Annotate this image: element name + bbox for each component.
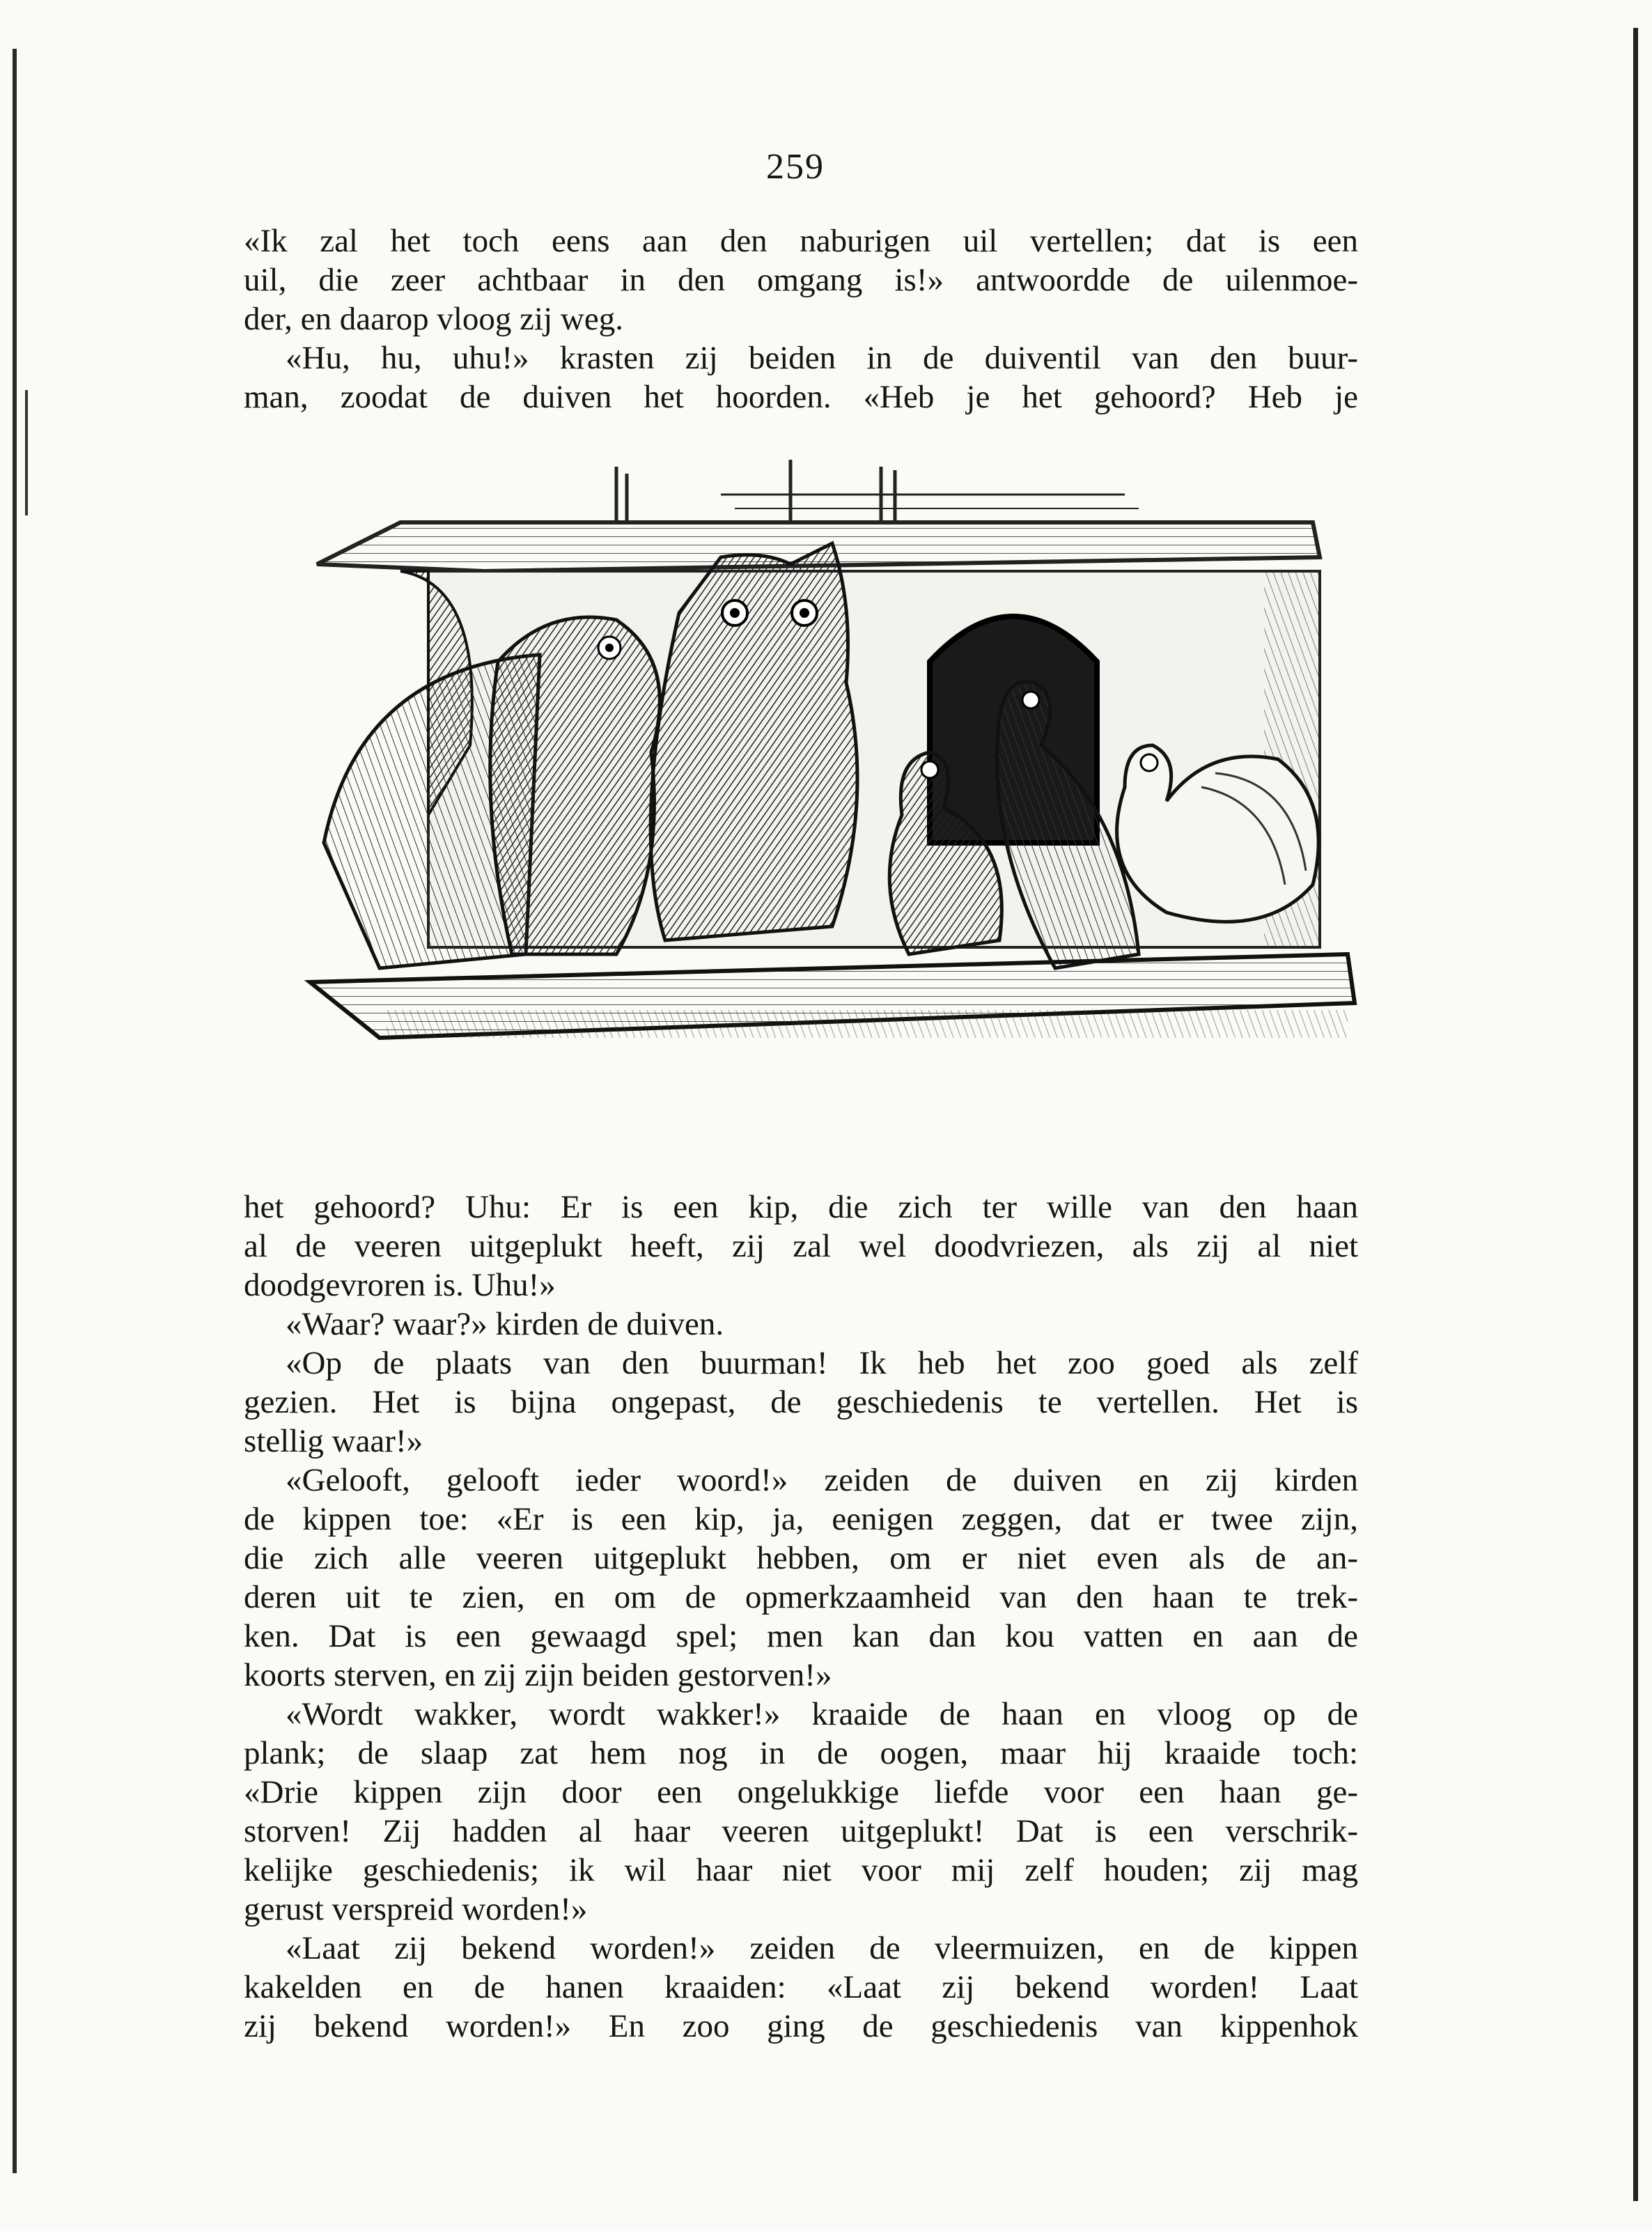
top-text-line: uil, die zeer achtbaar in den omgang is!» antwoordde de uilenmoe- bbox=[244, 262, 1358, 298]
bottom-text-line: kakelden en de hanen kraaiden: «Laat zij bekend worden! Laat bbox=[244, 1969, 1358, 2005]
bottom-text-line: het gehoord? Uhu: Er is een kip, die zich ter wille van den haan bbox=[244, 1189, 1358, 1225]
dovecote-illustration bbox=[303, 453, 1369, 1149]
bottom-text-line: ken. Dat is een gewaagd spel; men kan dan kou vatten en aan de bbox=[244, 1618, 1358, 1654]
bottom-text-line: doodgevroren is. Uhu!» bbox=[244, 1267, 556, 1303]
bottom-text-line: «Drie kippen zijn door een ongelukkige liefde voor een haan ge- bbox=[244, 1774, 1358, 1810]
owl-wing-open bbox=[324, 617, 660, 968]
scan-edge-right bbox=[1633, 28, 1638, 2201]
top-text-line: der, en daarop vloog zij weg. bbox=[244, 301, 623, 337]
bottom-text-line: al de veeren uitgeplukt heeft, zij zal wel doodvriezen, als zij al niet bbox=[244, 1228, 1358, 1264]
bottom-text-line: kelijke geschiedenis; ik wil haar niet voor mij zelf houden; zij mag bbox=[244, 1852, 1358, 1888]
bottom-text-line: deren uit te zien, en om de opmerkzaamheid van den haan te trek- bbox=[244, 1579, 1358, 1615]
bottom-text-line: plank; de slaap zat hem nog in de oogen, maar hij kraaide toch: bbox=[244, 1735, 1358, 1771]
bottom-text-line: «Wordt wakker, wordt wakker!» kraaide de haan en vloog op de bbox=[286, 1696, 1358, 1732]
text-block-bottom bbox=[244, 1188, 1358, 2046]
pigeon-white bbox=[1117, 745, 1319, 922]
top-text-line: «Ik zal het toch eens aan den naburigen uil vertellen; dat is een bbox=[244, 223, 1358, 259]
scan-edge-mark bbox=[25, 390, 28, 515]
bottom-text-line: zij bekend worden!» En zoo ging de geschiedenis van kippenhok bbox=[244, 2008, 1358, 2044]
top-text-line: «Hu, hu, uhu!» krasten zij beiden in de duiventil van den buur- bbox=[286, 340, 1358, 376]
bottom-text-line: gerust verspreid worden!» bbox=[244, 1891, 588, 1927]
bottom-text-line: «Op de plaats van den buurman! Ik heb het zoo goed als zelf bbox=[286, 1345, 1358, 1381]
text-block-top bbox=[244, 221, 1358, 417]
page-number: 259 bbox=[766, 147, 825, 187]
bottom-text-line: gezien. Het is bijna ongepast, de geschiedenis te vertellen. Het is bbox=[244, 1384, 1358, 1420]
scan-edge-left bbox=[13, 49, 17, 2173]
bottom-text-line: «Waar? waar?» kirden de duiven. bbox=[286, 1306, 724, 1342]
bottom-text-line: storven! Zij hadden al haar veeren uitgeplukt! Dat is een verschrik- bbox=[244, 1813, 1358, 1849]
bottom-text-line: die zich alle veeren uitgeplukt hebben, om er niet even als de an- bbox=[244, 1540, 1358, 1576]
bottom-text-line: «Gelooft, gelooft ieder woord!» zeiden de duiven en zij kirden bbox=[286, 1462, 1358, 1498]
bottom-text-line: «Laat zij bekend worden!» zeiden de vleermuizen, en de kippen bbox=[286, 1930, 1358, 1966]
bottom-text-line: stellig waar!» bbox=[244, 1423, 423, 1459]
bottom-text-line: koorts sterven, en zij zijn beiden gestorven!» bbox=[244, 1657, 832, 1693]
bottom-text-line: de kippen toe: «Er is een kip, ja, eenigen zeggen, dat er twee zijn, bbox=[244, 1501, 1358, 1537]
top-text-line: man, zoodat de duiven het hoorden. «Heb je het gehoord? Heb je bbox=[244, 379, 1358, 415]
roof-posts bbox=[616, 460, 1139, 522]
